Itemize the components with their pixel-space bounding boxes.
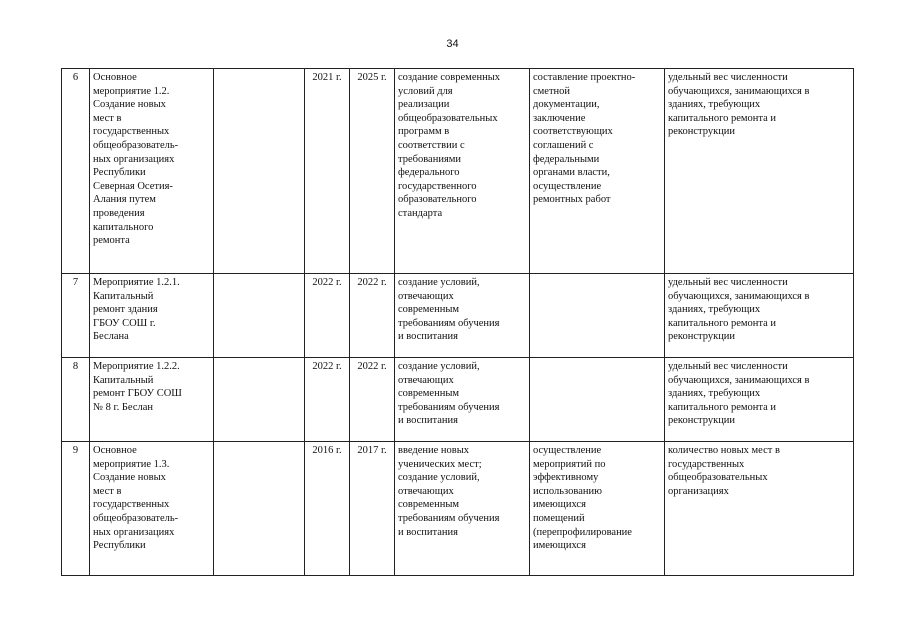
- main-activities-line: использованию: [533, 485, 602, 497]
- expected-result-line: государственного: [398, 180, 477, 192]
- expected-result-line: общеобразовательных: [398, 112, 498, 124]
- executor-cell: [214, 274, 305, 358]
- expected-result-line: условий для: [398, 85, 453, 97]
- row-number: 8: [62, 358, 90, 442]
- indicator: [665, 442, 854, 576]
- measure-name-line: Капитальный: [93, 374, 154, 386]
- expected-result-line: создание современных: [398, 72, 501, 83]
- indicator-line: капитального ремонта и: [668, 401, 777, 413]
- measure-name-line: мест в: [93, 485, 122, 497]
- main-activities-line: федеральными: [533, 153, 600, 165]
- main-activities-line: соглашений с: [533, 139, 594, 151]
- measure-name-line: ных организациях: [93, 526, 175, 538]
- expected-result-line: программ в: [398, 126, 450, 138]
- table-row: [62, 69, 854, 274]
- page-number: 34: [446, 38, 459, 50]
- main-activities-line: органами власти,: [533, 167, 610, 179]
- expected-result-line: и воспитания: [398, 526, 458, 538]
- expected-result-line: и воспитания: [398, 331, 458, 343]
- expected-result-line: современным: [398, 499, 460, 511]
- indicator-line: зданиях, требующих: [668, 99, 761, 111]
- measure-name-line: Республики: [93, 540, 146, 552]
- start-year: 2016 г.: [305, 442, 350, 576]
- main-activities-line: помещений: [533, 512, 585, 524]
- executor-cell: [214, 442, 305, 576]
- expected-result-line: требованиям обучения: [398, 401, 500, 413]
- measure-name-line: Основное: [93, 72, 137, 83]
- measure-name-line: государственных: [93, 126, 170, 138]
- row-number: 6: [62, 69, 90, 274]
- expected-result-line: реализации: [398, 99, 450, 111]
- main-activities-line: имеющихся: [533, 540, 586, 552]
- measure-name-line: ремонт здания: [93, 304, 158, 316]
- executor-cell: [214, 69, 305, 274]
- expected-result-line: требованиями: [398, 153, 462, 165]
- program-table: [61, 68, 854, 576]
- expected-result-line: соответствии с: [398, 139, 465, 151]
- main-activities-line: заключение: [533, 112, 586, 124]
- expected-result-line: требованиям обучения: [398, 512, 500, 524]
- measure-name-line: капитального: [93, 221, 154, 233]
- main-activities-line: (перепрофилирование: [533, 526, 632, 538]
- measure-name-line: проведения: [93, 207, 145, 219]
- expected-result: [395, 358, 530, 442]
- measure-name-line: мероприятие 1.3.: [93, 458, 170, 470]
- end-year: 2017 г.: [350, 442, 395, 576]
- indicator-line: реконструкции: [668, 415, 736, 427]
- measure-name: [90, 442, 214, 576]
- measure-name-line: Республики: [93, 167, 146, 179]
- measure-name-line: мест в: [93, 112, 122, 124]
- main-activities-line: ремонтных работ: [533, 194, 611, 206]
- expected-result-line: создание условий,: [398, 361, 480, 372]
- row-number: 9: [62, 442, 90, 576]
- main-activities-line: мероприятий по: [533, 458, 606, 470]
- expected-result-line: федерального: [398, 167, 460, 179]
- measure-name-line: Основное: [93, 445, 137, 456]
- indicator-line: количество новых мест в: [668, 445, 780, 456]
- main-activities-line: документации,: [533, 99, 600, 111]
- measure-name-line: ГБОУ СОШ г.: [93, 317, 156, 329]
- expected-result: [395, 69, 530, 274]
- indicator-line: зданиях, требующих: [668, 388, 761, 400]
- indicator-line: реконструкции: [668, 126, 736, 138]
- main-activities-line: соответствующих: [533, 126, 613, 138]
- expected-result: [395, 442, 530, 576]
- measure-name-line: Северная Осетия-: [93, 180, 173, 192]
- measure-name-line: общеобразователь-: [93, 512, 179, 524]
- main-activities: [530, 274, 665, 358]
- indicator-line: удельный вес численности: [668, 361, 788, 372]
- indicator-line: капитального ремонта и: [668, 112, 777, 124]
- indicator-line: государственных: [668, 458, 745, 470]
- expected-result-line: и воспитания: [398, 415, 458, 427]
- measure-name-line: Алания путем: [93, 194, 156, 206]
- indicator: [665, 69, 854, 274]
- measure-name-line: Мероприятие 1.2.2.: [93, 361, 180, 372]
- measure-name-line: Создание новых: [93, 99, 166, 111]
- indicator-line: обучающихся, занимающихся в: [668, 85, 810, 97]
- expected-result-line: отвечающих: [398, 485, 454, 497]
- indicator-line: организациях: [668, 485, 729, 497]
- measure-name: [90, 358, 214, 442]
- main-activities-line: имеющихся: [533, 499, 586, 511]
- end-year: 2025 г.: [350, 69, 395, 274]
- main-activities-line: осуществление: [533, 445, 602, 456]
- indicator-line: обучающихся, занимающихся в: [668, 290, 810, 302]
- executor-cell: [214, 358, 305, 442]
- measure-name-line: Мероприятие 1.2.1.: [93, 277, 180, 288]
- main-activities: [530, 69, 665, 274]
- table-row: [62, 358, 854, 442]
- expected-result-line: введение новых: [398, 445, 470, 456]
- row-number: 7: [62, 274, 90, 358]
- main-activities: [530, 358, 665, 442]
- indicator-line: удельный вес численности: [668, 277, 788, 288]
- measure-name-line: государственных: [93, 499, 170, 511]
- start-year: 2022 г.: [305, 274, 350, 358]
- indicator-line: капитального ремонта и: [668, 317, 777, 329]
- measure-name-line: мероприятие 1.2.: [93, 85, 170, 97]
- indicator-line: общеобразовательных: [668, 472, 768, 484]
- measure-name-line: Беслана: [93, 331, 129, 343]
- expected-result-line: отвечающих: [398, 374, 454, 386]
- expected-result-line: ученических мест;: [398, 458, 482, 470]
- measure-name: [90, 69, 214, 274]
- main-activities: [530, 442, 665, 576]
- indicator-line: обучающихся, занимающихся в: [668, 374, 810, 386]
- main-activities-line: составление проектно-: [533, 72, 636, 83]
- measure-name-line: ремонт ГБОУ СОШ: [93, 388, 182, 400]
- main-activities-line: осуществление: [533, 180, 602, 192]
- indicator: [665, 358, 854, 442]
- table-row: [62, 442, 854, 576]
- indicator-line: реконструкции: [668, 331, 736, 343]
- table-row: [62, 274, 854, 358]
- expected-result-line: стандарта: [398, 207, 443, 219]
- expected-result-line: современным: [398, 304, 460, 316]
- expected-result-line: требованиям обучения: [398, 317, 500, 329]
- measure-name-line: Капитальный: [93, 290, 154, 302]
- measure-name-line: № 8 г. Беслан: [93, 401, 154, 413]
- start-year: 2021 г.: [305, 69, 350, 274]
- measure-name-line: общеобразователь-: [93, 139, 179, 151]
- expected-result-line: отвечающих: [398, 290, 454, 302]
- start-year: 2022 г.: [305, 358, 350, 442]
- end-year: 2022 г.: [350, 358, 395, 442]
- main-activities-line: эффективному: [533, 472, 599, 484]
- measure-name-line: ных организациях: [93, 153, 175, 165]
- expected-result: [395, 274, 530, 358]
- expected-result-line: образовательного: [398, 194, 477, 206]
- expected-result-line: создание условий,: [398, 472, 480, 484]
- indicator-line: удельный вес численности: [668, 72, 788, 83]
- main-activities-line: сметной: [533, 85, 571, 97]
- expected-result-line: создание условий,: [398, 277, 480, 288]
- measure-name-line: ремонта: [93, 235, 130, 247]
- indicator: [665, 274, 854, 358]
- expected-result-line: современным: [398, 388, 460, 400]
- measure-name: [90, 274, 214, 358]
- measure-name-line: Создание новых: [93, 472, 166, 484]
- indicator-line: зданиях, требующих: [668, 304, 761, 316]
- end-year: 2022 г.: [350, 274, 395, 358]
